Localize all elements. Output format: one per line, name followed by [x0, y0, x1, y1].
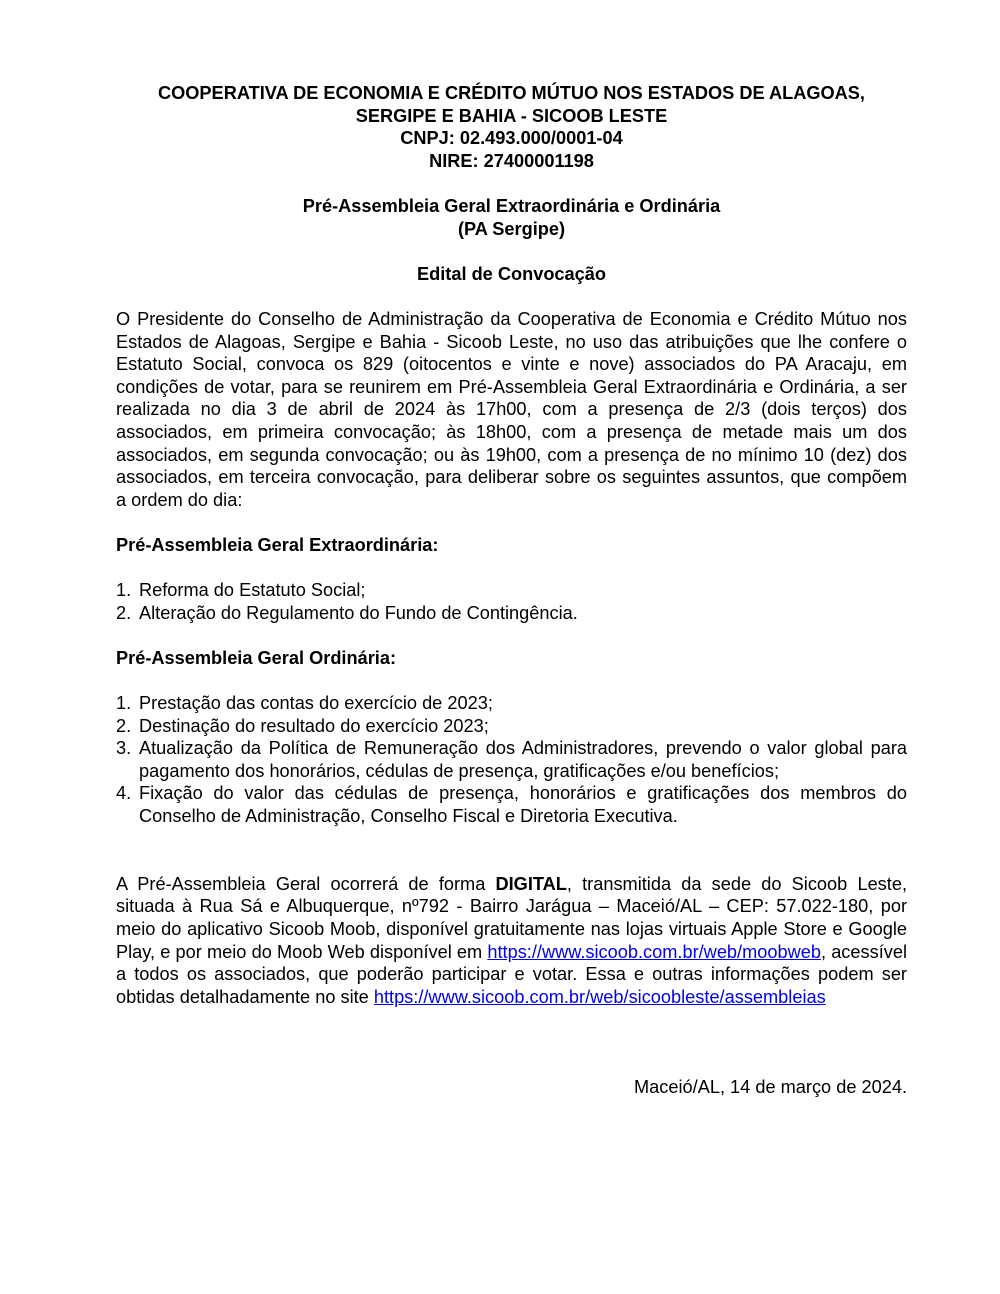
spacer: [116, 669, 907, 692]
item-number: 4.: [116, 783, 132, 804]
agenda-item: [116, 715, 907, 738]
spacer: [116, 1008, 907, 1031]
item-number: 2.: [116, 715, 132, 736]
document-header: [116, 82, 907, 172]
digital-text-part2: , transmitida da sede do Sicoob Leste, situada à Rua Sá e Albuquerque, nº792 - Bairro Jarágua – Maceió/AL – CEP: 57.022-180, por meio do aplicativo Sicoob Moob, disponível gratuitamente nas lojas virtuais Apple Store e Google Play, e por meio do Moob Web disponível em: [116, 873, 907, 962]
item-text: Atualização da Política de Remuneração dos Administradores, prevendo o valor global para pagamento dos honorários, cédulas de presença, gratificações e/ou benefícios;: [139, 738, 907, 781]
item-text: Destinação do resultado do exercício 2023;: [139, 715, 489, 736]
agenda-item: [116, 692, 907, 715]
digital-text-part3: , acessível a todos os associados, que poderão participar e votar. Essa e outras informações podem ser obtidas detalhadamente no site: [116, 941, 908, 1007]
agenda-item: [116, 782, 907, 827]
spacer: [116, 240, 907, 263]
document-page: [116, 82, 907, 1099]
spacer: [116, 172, 907, 195]
place-and-date: Maceió/AL, 14 de março de 2024.: [634, 1077, 907, 1098]
spacer: [116, 511, 907, 534]
intro-paragraph: O Presidente do Conselho de Administração da Cooperativa de Economia e Crédito Mútuo nos Estados de Alagoas, Sergipe e Bahia - Sicoob Leste, no uso das atribuições que lhe confere o Estatuto Social, convoca os 829 (oitocentos e vinte e nove) associados do PA Aracaju, em condições de votar, para se reunirem em Pré-Assembleia Geral Extraordinária e Ordinária, a ser realizada no dia 3 de abril de 2024 às 17h00, com a presença de 2/3 (dois terços) dos associados, em primeira convocação; às 18h00, com a presença de metade mais um dos associados, em segunda convocação; ou às 19h00, com a presença de no mínimo 10 (dez) dos associados, em terceira convocação, para deliberar sobre os seguintes assuntos, que compõem a ordem do dia:: [116, 308, 907, 510]
spacer: [116, 828, 907, 851]
spacer: [116, 285, 907, 308]
extraordinary-agenda-list: [116, 579, 907, 624]
cnpj: CNPJ: 02.493.000/0001-04: [400, 128, 623, 149]
agenda-item: [116, 737, 907, 782]
spacer: [116, 556, 907, 579]
item-number: 3.: [116, 738, 132, 759]
agenda-item: [116, 579, 907, 602]
ordinary-agenda-list: [116, 692, 907, 828]
item-text: Prestação das contas do exercício de 2023;: [139, 693, 493, 714]
digital-meeting-paragraph: [116, 873, 907, 1009]
item-text: Reforma do Estatuto Social;: [139, 580, 366, 601]
item-text: Alteração do Regulamento do Fundo de Contingência.: [139, 602, 578, 623]
meeting-title-line1: Pré-Assembleia Geral Extraordinária e Ordinária: [302, 195, 721, 216]
item-text: Fixação do valor das cédulas de presença, honorários e gratificações dos membros do Conselho de Administração, Conselho Fiscal e Diretoria Executiva.: [139, 783, 907, 826]
org-name-line2: SERGIPE E BAHIA - SICOOB LESTE: [355, 105, 668, 126]
spacer: [116, 624, 907, 647]
agenda-item: [116, 602, 907, 625]
spacer: [116, 1031, 907, 1054]
digital-keyword: DIGITAL: [495, 873, 567, 894]
item-number: 1.: [116, 693, 132, 714]
ordinary-heading: Pré-Assembleia Geral Ordinária:: [116, 647, 397, 668]
spacer: [116, 850, 907, 873]
extraordinary-heading: Pré-Assembleia Geral Extraordinária:: [116, 534, 439, 555]
meeting-title-line2: (PA Sergipe): [457, 218, 566, 239]
meeting-title: [116, 195, 907, 240]
spacer: [116, 1054, 907, 1077]
nire: NIRE: 27400001198: [429, 150, 594, 171]
assembleias-link[interactable]: https://www.sicoob.com.br/web/sicoobleste/assembleias: [373, 986, 826, 1007]
item-number: 1.: [116, 580, 132, 601]
notice-title: Edital de Convocação: [417, 263, 606, 284]
org-name-line1: COOPERATIVA DE ECONOMIA E CRÉDITO MÚTUO NOS ESTADOS DE ALAGOAS,: [158, 83, 865, 103]
item-number: 2.: [116, 602, 132, 623]
moobweb-link[interactable]: https://www.sicoob.com.br/web/moobweb: [487, 941, 821, 962]
digital-text-part1: A Pré-Assembleia Geral ocorrerá de forma: [116, 873, 496, 894]
